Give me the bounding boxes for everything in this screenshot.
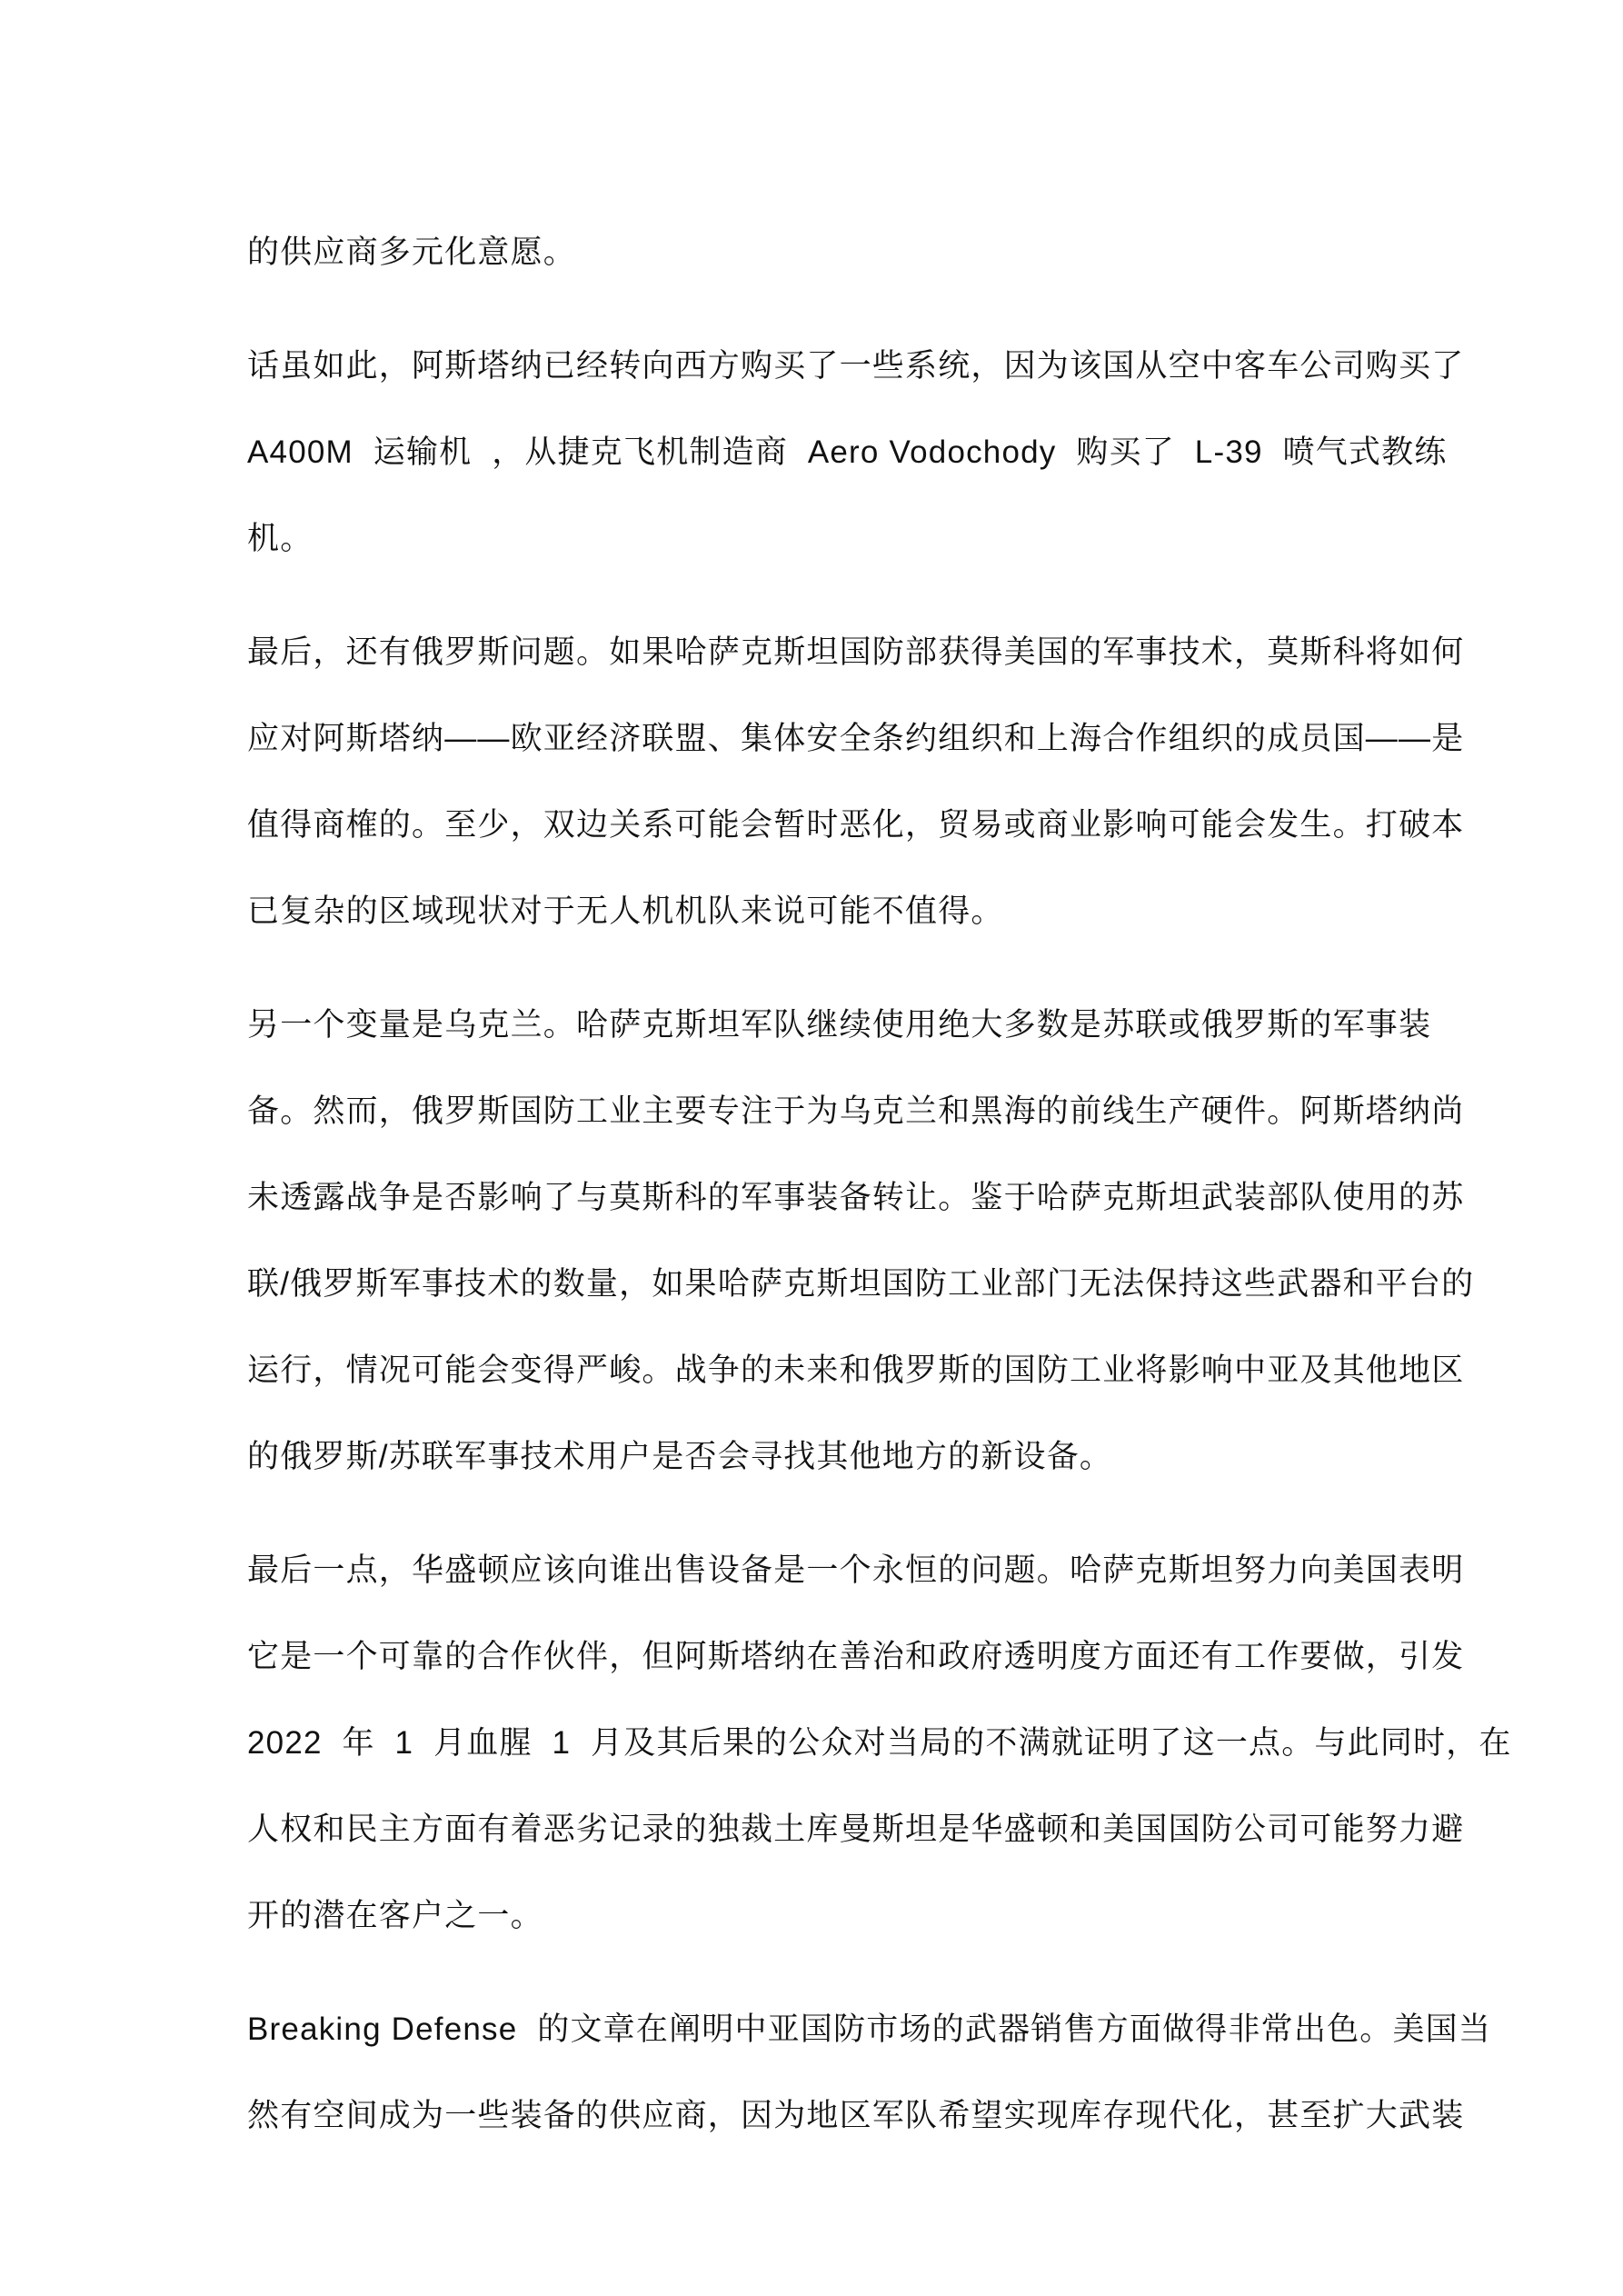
text-line: 已复杂的区域现状对于无人机机队来说可能不值得。	[247, 893, 1004, 929]
text-line: A400M 运输机 ，从捷克飞机制造商 Aero Vodochody 购买了 L-39 喷气式教练	[247, 434, 1448, 470]
text-line: 最后一点，华盛顿应该向谁出售设备是一个永恒的问题。哈萨克斯坦努力向美国表明	[247, 1552, 1465, 1588]
text-line: 运行，情况可能会变得严峻。战争的未来和俄罗斯的国防工业将影响中亚及其他地区	[247, 1353, 1465, 1388]
text-line: 最后，还有俄罗斯问题。如果哈萨克斯坦国防部获得美国的军事技术，莫斯科将如何	[247, 634, 1465, 670]
text-line: 的俄罗斯/苏联军事技术用户是否会寻找其他地方的新设备。	[247, 1439, 1113, 1474]
text-line: 另一个变量是乌克兰。哈萨克斯坦军队继续使用绝大多数是苏联或俄罗斯的军事装	[247, 1007, 1432, 1043]
text-line: 联/俄罗斯军事技术的数量，如果哈萨克斯坦国防工业部门无法保持这些武器和平台的	[247, 1266, 1475, 1302]
text-line: 备。然而，俄罗斯国防工业主要专注于为乌克兰和黑海的前线生产硬件。阿斯塔纳尚	[247, 1093, 1465, 1129]
text-line: 人权和民主方面有着恶劣记录的独裁土库曼斯坦是华盛顿和美国国防公司可能努力避	[247, 1812, 1465, 1847]
paragraph-western-purchases	[247, 323, 1465, 582]
document-page	[247, 209, 1512, 2186]
text-line: Breaking Defense 的文章在阐明中亚国防市场的武器销售方面做得非常出色。美国当	[247, 2011, 1492, 2047]
text-line: 2022 年 1 月血腥 1 月及其后果的公众对当局的不满就证明了这一点。与此同时，在	[247, 1725, 1512, 1761]
text-line: 未透露战争是否影响了与莫斯科的军事装备转让。鉴于哈萨克斯坦武装部队使用的苏	[247, 1180, 1465, 1215]
text-line: 开的潜在客户之一。	[247, 1898, 543, 1933]
text-line: 应对阿斯塔纳——欧亚经济联盟、集体安全条约组织和上海合作组织的成员国——是	[247, 721, 1465, 756]
paragraph-breaking-defense	[247, 1986, 1492, 2159]
text-line: 它是一个可靠的合作伙伴，但阿斯塔纳在善治和政府透明度方面还有工作要做，引发	[247, 1639, 1465, 1674]
text-line: 然有空间成为一些装备的供应商，因为地区军队希望实现库存现代化，甚至扩大武装	[247, 2098, 1465, 2133]
text-line: 机。	[247, 521, 314, 556]
paragraph-ukraine-variable	[247, 982, 1475, 1500]
text-line: 值得商榷的。至少，双边关系可能会暂时恶化，贸易或商业影响可能会发生。打破本	[247, 807, 1465, 843]
paragraph-russia-question	[247, 609, 1465, 954]
paragraph-washington-question	[247, 1527, 1512, 1959]
paragraph-supplier-diversification	[247, 209, 1394, 295]
text-line: 话虽如此，阿斯塔纳已经转向西方购买了一些系统，因为该国从空中客车公司购买了	[247, 348, 1465, 384]
text-line: 的供应商多元化意愿。	[247, 235, 577, 270]
